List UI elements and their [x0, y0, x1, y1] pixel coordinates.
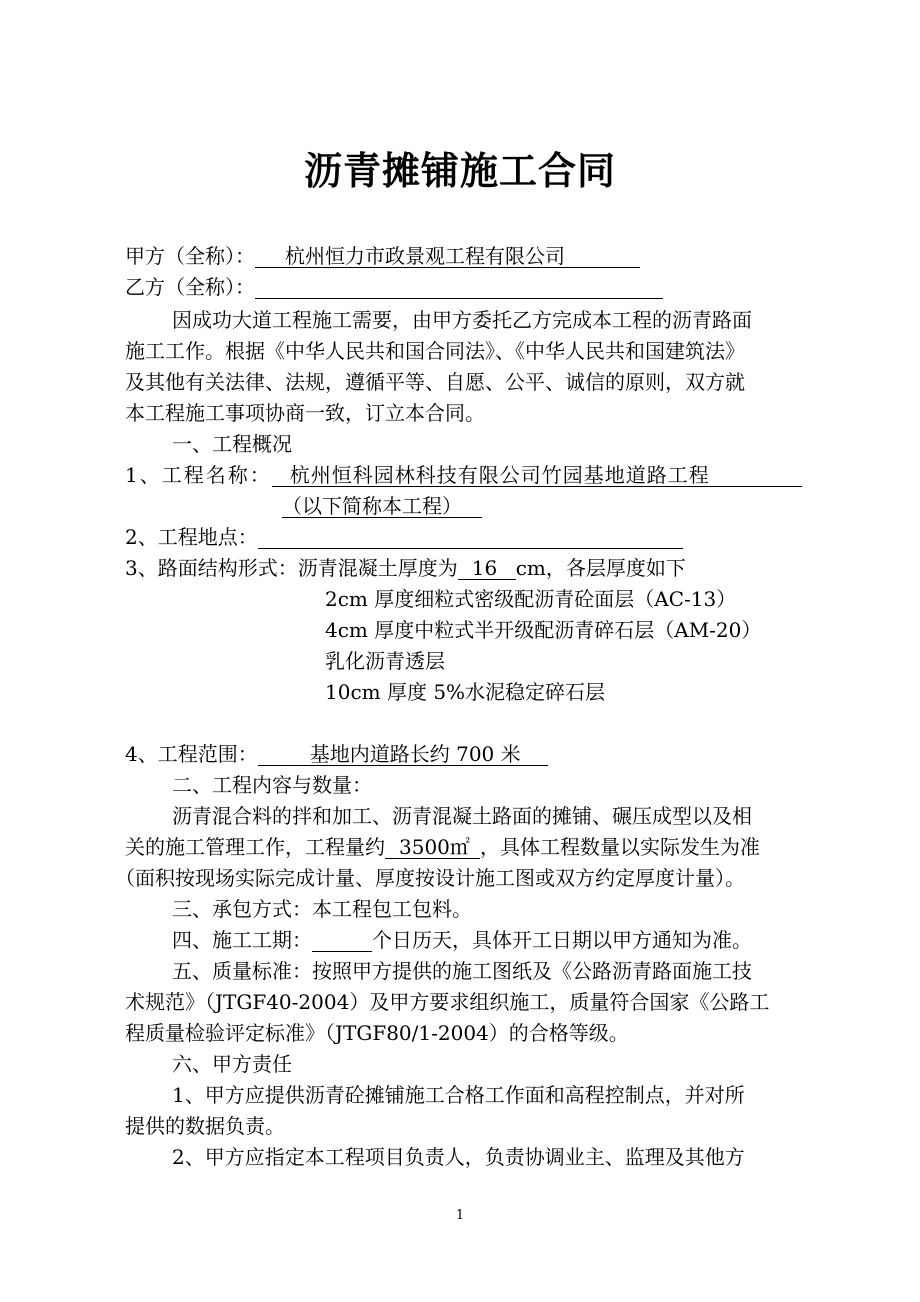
item-1-note-line	[282, 491, 482, 521]
section-2-heading: 二、工程内容与数量：	[172, 773, 372, 797]
content-line-2-b: ，具体工程数量以实际发生为准	[480, 835, 760, 859]
document-title: 沥青摊铺施工合同	[303, 149, 616, 193]
item-4-line	[125, 739, 548, 769]
quantity-field	[385, 832, 480, 859]
duty-1-line-1: 1、甲方应提供沥青砼摊铺施工合格工作面和高程控制点，并对所	[172, 1083, 745, 1107]
page-number: 1	[455, 1208, 465, 1223]
intro-line-3: 及其他有关法律、法规，遵循平等、自愿、公平、诚信的原则，双方就	[125, 370, 745, 394]
section-6-heading: 六、甲方责任	[172, 1052, 292, 1076]
item-2-label: 2、工程地点：	[125, 525, 258, 549]
party-a-field	[255, 241, 640, 268]
duty-2-line-1: 2、甲方应指定本工程项目负责人，负责协调业主、监理及其他方	[172, 1145, 745, 1169]
item-4-field	[258, 739, 548, 766]
party-a-label: 甲方（全称）：	[125, 244, 255, 268]
section-1-heading: 一、工程概况	[172, 432, 292, 456]
item-4-value: 基地内道路长约 700 米	[309, 742, 521, 766]
layer-2: 4cm 厚度中粒式半开级配沥青碎石层（AM-20）	[325, 618, 762, 642]
party-a-line	[125, 241, 640, 271]
section-4-line	[172, 925, 752, 955]
duty-1-line-2: 提供的数据负责。	[125, 1114, 285, 1138]
item-3-thickness-field	[458, 553, 516, 580]
item-1-label: 1、工程名称：	[125, 463, 272, 487]
party-b-field	[255, 272, 663, 299]
item-1-note: （以下简称本工程）	[282, 491, 482, 518]
item-1-line	[125, 460, 802, 490]
item-2-line	[125, 522, 683, 552]
item-4-label: 4、工程范围：	[125, 742, 258, 766]
item-3-thickness: 16	[471, 556, 498, 580]
section-5-line-3: 程质量检验评定标准》（JTGF80/1-2004）的合格等级。	[125, 1021, 629, 1045]
content-line-3: （面积按现场实际完成计量、厚度按设计施工图或双方约定厚度计量）。	[115, 866, 745, 890]
party-b-line	[125, 272, 663, 302]
section-3: 三、承包方式：本工程包工包料。	[172, 897, 472, 921]
item-1-value: 杭州恒科园林科技有限公司竹园基地道路工程	[289, 463, 710, 487]
item-1-field	[272, 460, 802, 487]
item-3-suffix: cm，各层厚度如下	[515, 556, 686, 580]
section-5-line-1: 五、质量标准：按照甲方提供的施工图纸及《公路沥青路面施工技	[172, 959, 752, 983]
party-b-label: 乙方（全称）：	[125, 275, 255, 299]
intro-line-2: 施工工作。根据《中华人民共和国合同法》、《中华人民共和国建筑法》	[125, 339, 745, 363]
item-2-field	[258, 522, 683, 549]
section-5-line-2: 术规范》（JTGF40-2004）及甲方要求组织施工，质量符合国家《公路工	[125, 990, 770, 1014]
duration-field	[312, 925, 372, 952]
intro-line-1: 因成功大道工程施工需要，由甲方委托乙方完成本工程的沥青路面	[172, 308, 752, 332]
layer-4: 10cm 厚度 5%水泥稳定碎石层	[325, 680, 606, 704]
layer-1: 2cm 厚度细粒式密级配沥青砼面层（AC-13）	[325, 587, 737, 611]
intro-line-4: 本工程施工事项协商一致，订立本合同。	[125, 401, 485, 425]
item-3-label: 3、路面结构形式：沥青混凝土厚度为	[125, 556, 458, 580]
content-line-2	[125, 832, 760, 862]
content-line-1: 沥青混合料的拌和加工、沥青混凝土路面的摊铺、碾压成型以及相	[172, 804, 752, 828]
party-a-value: 杭州恒力市政景观工程有限公司	[285, 244, 565, 268]
quantity-value: 3500㎡	[399, 835, 470, 859]
layer-3: 乳化沥青透层	[325, 649, 445, 673]
section-4-text: 个日历天，具体开工日期以甲方通知为准。	[372, 928, 752, 952]
content-line-2-a: 关的施工管理工作，工程量约	[125, 835, 385, 859]
item-3-line	[125, 553, 686, 583]
section-4-label: 四、施工工期：	[172, 928, 312, 952]
